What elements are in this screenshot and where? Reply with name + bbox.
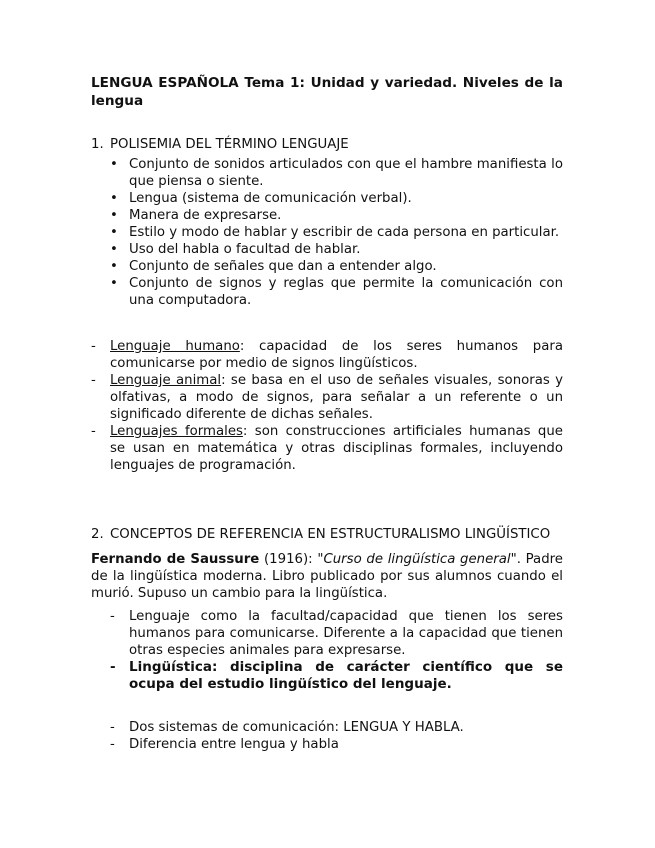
list-item: - Lingüística: disciplina de carácter científico que se ocupa del estudio lingüístico del lenguaje. xyxy=(110,659,563,692)
definition-text: : capacidad de los seres humanos para comunicarse por medio de signos lingüísticos. xyxy=(110,339,564,371)
bullet-icon: • xyxy=(110,191,118,206)
saussure-description: ". Padre de la lingüística moderna. Libro publicado por sus alumnos cuando el murió. Supuso un cambio para la lingüística. xyxy=(91,552,563,601)
list-item: • Conjunto de signos y reglas que permite la comunicación con una computadora. xyxy=(110,276,563,308)
section-1-number: 1. xyxy=(91,137,104,152)
list-item: • Conjunto de señales que dan a entender algo. xyxy=(110,259,437,274)
list-item: • Uso del habla o facultad de hablar. xyxy=(110,242,361,257)
definition-text: : son construcciones artificiales humanas que se usan en matemática y otras disciplinas formales, incluyendo lenguajes de programación. xyxy=(110,424,563,473)
dash-icon: - xyxy=(91,339,96,354)
bullet-icon: • xyxy=(110,225,118,240)
communication-systems-list xyxy=(110,719,563,753)
section-2-heading xyxy=(91,526,571,543)
section-1-heading-text: POLISEMIA DEL TÉRMINO LENGUAJE xyxy=(110,137,349,152)
list-item: • Estilo y modo de hablar y escribir de cada persona en particular. xyxy=(110,225,560,240)
polysemy-bullet-list xyxy=(110,156,563,309)
document-title: LENGUA ESPAÑOLA Tema 1: Unidad y variedad. Niveles de la lengua xyxy=(91,75,563,109)
definition-text: : se basa en el uso de señales visuales, sonoras y olfativas, a modo de signos, para señalar a un referente o un significado diferente de dichas señales. xyxy=(110,373,564,422)
bullet-icon: • xyxy=(110,276,118,291)
definition-term: Lenguajes formales xyxy=(110,424,243,439)
bullet-icon: • xyxy=(110,242,118,257)
saussure-name: Fernando de Saussure xyxy=(91,552,260,567)
dash-icon: - xyxy=(110,737,115,752)
dash-icon: - xyxy=(110,720,115,735)
definition-item xyxy=(91,423,563,474)
bullet-icon: • xyxy=(110,259,118,274)
saussure-paragraph xyxy=(91,551,563,602)
list-item: - Lenguaje como la facultad/capacidad que tienen los seres humanos para comunicarse. Diferente a la capacidad que tienen otras especies animales para expresarse. xyxy=(110,609,563,658)
list-item: - Dos sistemas de comunicación: LENGUA Y HABLA. xyxy=(110,720,464,735)
list-item: - Diferencia entre lengua y habla xyxy=(110,737,339,752)
dash-icon: - xyxy=(110,609,115,624)
section-2-heading-text: CONCEPTOS DE REFERENCIA EN ESTRUCTURALISMO LINGÜÍSTICO xyxy=(110,527,551,542)
saussure-year: (1916): " xyxy=(259,552,324,567)
bullet-icon: • xyxy=(110,208,118,223)
definition-term: Lenguaje animal xyxy=(110,373,222,388)
language-types-list xyxy=(91,338,563,474)
dash-icon: - xyxy=(110,659,116,675)
dash-icon: - xyxy=(91,424,96,439)
section-1-heading xyxy=(91,136,571,153)
definition-term: Lenguaje humano xyxy=(110,339,240,354)
definition-item xyxy=(91,338,563,372)
definition-item xyxy=(91,372,563,423)
saussure-book-title: Curso de lingüística general xyxy=(323,552,511,567)
section-2-number: 2. xyxy=(91,527,104,542)
list-item: • Lengua (sistema de comunicación verbal). xyxy=(110,191,412,206)
bullet-icon: • xyxy=(110,157,118,172)
list-item: • Conjunto de sonidos articulados con que el hambre manifiesta lo que piensa o siente. xyxy=(110,157,563,189)
dash-icon: - xyxy=(91,373,96,388)
saussure-points-list xyxy=(110,608,563,693)
list-item: • Manera de expresarse. xyxy=(110,208,282,223)
